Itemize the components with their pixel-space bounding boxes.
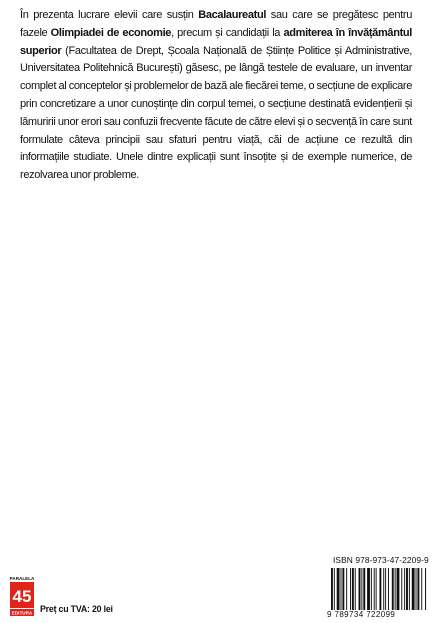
bacalaureat-bold: Bacalaureatul <box>198 9 267 21</box>
barcode <box>331 568 427 610</box>
paralela-45-logo <box>8 575 36 619</box>
admitere-bold: admiterea în învățământul superior <box>20 26 413 57</box>
isbn-label: ISBN 978-973-47-2209-9 <box>333 555 429 565</box>
logo-bottom-text: EDITURA <box>11 610 33 616</box>
logo-number: 45 <box>12 587 32 606</box>
blurb-text-2: sau care se pregătesc pentru fazele <box>20 9 413 39</box>
olimpiada-bold: Olimpiadei de economie <box>50 26 172 39</box>
price-label: Preț cu TVA: 20 lei <box>40 604 113 614</box>
barcode-digits: 9 789734 722099 <box>327 610 396 619</box>
blurb-text-4: (Facultatea de Drept, Școala Națională de Științe Politice și Administrative, Universitatea Politehnică București) găsesc, pe lângă testele de evaluare, un inventar complet al conceptelor și problemelor de bază ale fiecărei teme, o secțiune de explicare prin concretizare a unor cunoștințe din corpul temei, o secțiune destinată evidențierii și lămuririi unor erori sau confuzii frecvente făcute de către elevi și o secvență în care sunt formulate câteva principii sau sfaturi pentru viață, căi de acțiune ce rezultă din informațiile studiate. Unele dintre explicații sunt însoțite și de exemple numerice, de rezolvarea unor probleme. <box>20 44 413 182</box>
blurb-paragraph <box>20 7 412 185</box>
blurb-text-1: În prezenta lucrare elevii care susțin <box>20 9 199 21</box>
logo-top-text: PARALELA <box>9 576 35 581</box>
back-cover-blurb <box>20 7 412 185</box>
blurb-text-3: , precum și candidații la <box>171 26 284 39</box>
